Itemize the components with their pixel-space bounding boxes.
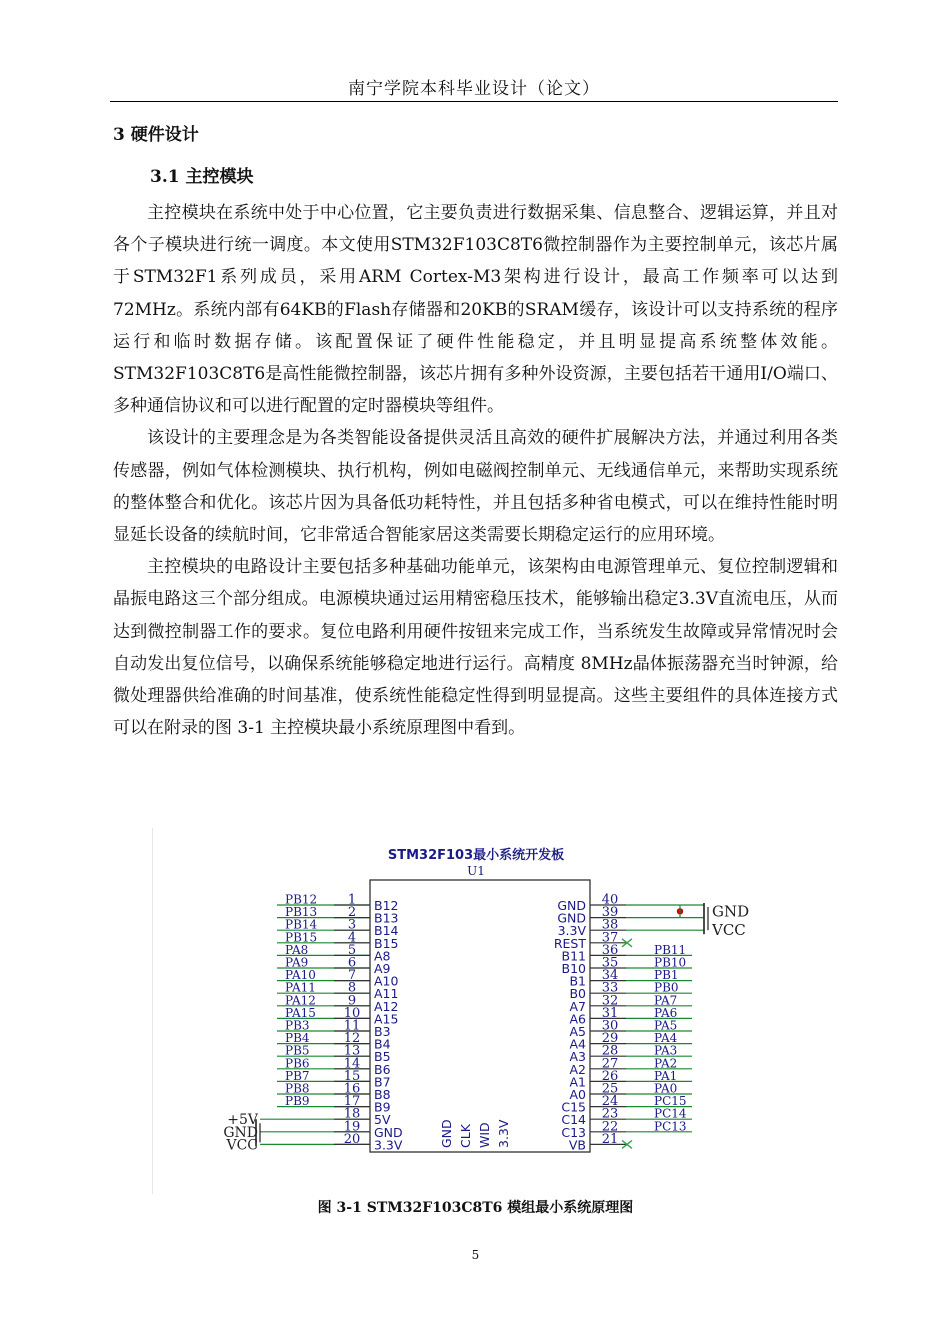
pin-number: 35 [601, 955, 619, 971]
pin-name: A9 [374, 961, 391, 976]
power-label-vcc: VCC [712, 921, 746, 940]
net-label: PA12 [285, 993, 316, 1008]
net-label: PA4 [654, 1031, 678, 1046]
bottom-pin-gnd: GND [439, 1119, 454, 1148]
body-text [113, 197, 838, 744]
bottom-pin-clk: CLK [458, 1124, 473, 1148]
net-label: PB13 [285, 905, 318, 920]
pin-number: 9 [347, 993, 357, 1009]
pin-number: 32 [601, 993, 619, 1009]
pin-number: 11 [343, 1018, 361, 1034]
net-label: PB8 [285, 1081, 310, 1096]
pin-number: 25 [601, 1081, 619, 1097]
net-label: PA11 [285, 980, 316, 995]
net-label: PA1 [654, 1068, 678, 1083]
pin-name: A12 [374, 998, 399, 1014]
power-label-gnd: GND [712, 902, 750, 921]
section-heading: 3 硬件设计 [113, 125, 199, 145]
net-label: PA6 [654, 1005, 678, 1020]
net-label: PB14 [285, 917, 318, 932]
pin-number: 13 [343, 1043, 361, 1059]
page-number: 5 [471, 1248, 480, 1262]
net-label: PB6 [285, 1056, 310, 1071]
pin-number: 26 [601, 1068, 619, 1084]
pin-name: C14 [561, 1112, 586, 1128]
header-rule [110, 101, 838, 102]
power-label-33v: VCC [226, 1137, 258, 1154]
left-power-symbols [223, 1112, 260, 1153]
schematic-figure [152, 828, 852, 1194]
pin-number: 19 [343, 1119, 361, 1135]
net-label: PA2 [654, 1056, 678, 1071]
pin-number: 22 [601, 1119, 619, 1135]
pin-number: 39 [601, 905, 619, 921]
pin-name: GND [374, 1124, 403, 1140]
net-label: PC14 [654, 1106, 687, 1121]
pin-number: 28 [601, 1043, 619, 1059]
pin-number: 6 [347, 955, 357, 971]
chip-ref: U1 [467, 864, 485, 878]
net-label: PC15 [654, 1094, 687, 1109]
pin-name: A10 [374, 973, 399, 989]
pin-name: B4 [374, 1036, 391, 1052]
right-power-symbols [677, 902, 749, 939]
pin-number: 15 [343, 1068, 361, 1084]
paragraph-1: 主控模块在系统中处于中心位置，它主要负责进行数据采集、信息整合、逻辑运算，并且对各个子模块进行统一调度。本文使用STM32F103C8T6微控制器作为主要控制单元，该芯片属于STM32F1系列成员，采用ARM Cortex-M3架构进行设计，最高工作频率可以达到72MHz。系统内部有64KB的Flash存储器和20KB的SRAM缓存，该设计可以支持系统的程序运行和临时数据存储。该配置保证了硬件性能稳定，并且明显提高系统整体效能。STM32F103C8T6是高性能微控制器，该芯片拥有多种外设资源，主要包括若干通用I/O端口、多种通信协议和可以进行配置的定时器模块等组件。 [113, 203, 838, 417]
pin-name: B3 [374, 1024, 391, 1039]
pin-number: 7 [347, 968, 357, 984]
pin-number: 2 [347, 905, 357, 921]
figure-caption: 图 3-1 STM32F103C8T6 模组最小系统原理图 [317, 1200, 634, 1216]
power-label-gnd: GND [223, 1124, 258, 1141]
pin-name: A11 [374, 986, 399, 1002]
pin-number: 1 [347, 892, 357, 908]
pin-name: B15 [374, 935, 399, 951]
pin-name: A0 [569, 1087, 586, 1102]
net-label: PA3 [654, 1043, 678, 1058]
pin-number: 8 [347, 980, 357, 996]
net-label: PB3 [285, 1018, 310, 1033]
pin-number: 38 [601, 917, 619, 933]
pin-name: B12 [374, 898, 399, 913]
pin-name: B11 [561, 948, 586, 964]
pin-name: REST [553, 935, 586, 951]
pin-number: 31 [601, 1005, 619, 1021]
pin-number: 12 [343, 1031, 361, 1047]
pin-name: B10 [561, 961, 586, 976]
pin-number: 36 [601, 942, 619, 958]
net-label: PB12 [285, 892, 318, 907]
pin-number: 33 [601, 980, 619, 996]
net-label: PA5 [654, 1018, 678, 1033]
left-pin-18 [260, 1107, 391, 1128]
pin-name: B9 [374, 1099, 391, 1115]
net-label: PB10 [654, 955, 687, 970]
schematic-diagram [152, 828, 852, 1194]
pin-number: 30 [601, 1018, 619, 1034]
net-label: PB7 [285, 1068, 310, 1083]
pin-name: VB [568, 1137, 586, 1153]
net-label: PA8 [285, 942, 309, 957]
pin-name: A1 [569, 1074, 586, 1090]
pin-name: C13 [561, 1124, 586, 1140]
page-header: 南宁学院本科毕业设计（论文） [348, 79, 600, 99]
pin-name: A2 [569, 1061, 586, 1077]
pin-number: 23 [601, 1106, 619, 1122]
pin-number: 21 [601, 1131, 619, 1147]
net-label: PA0 [654, 1081, 678, 1096]
net-label: PA7 [654, 993, 678, 1008]
pin-number: 18 [343, 1106, 361, 1122]
pin-number: 40 [601, 892, 619, 908]
pin-name: B13 [374, 910, 399, 926]
pin-name: B7 [374, 1074, 391, 1090]
net-label: PB5 [285, 1043, 310, 1058]
net-label: PB11 [654, 942, 687, 957]
pin-number: 17 [343, 1094, 361, 1110]
pin-number: 20 [343, 1131, 361, 1147]
pin-name: 5V [374, 1112, 391, 1128]
pin-name: A8 [374, 948, 391, 964]
board-title: STM32F103最小系统开发板 [387, 848, 565, 863]
pin-number: 3 [347, 917, 357, 933]
net-label: PB9 [285, 1094, 310, 1109]
pin-number: 10 [343, 1005, 361, 1021]
pin-number: 29 [601, 1031, 619, 1047]
pin-number: 37 [601, 930, 619, 946]
pin-number: 4 [347, 930, 357, 946]
pin-name: B6 [374, 1061, 391, 1077]
pin-number: 24 [601, 1094, 619, 1110]
left-pin-group [260, 893, 403, 1153]
pin-name: A3 [569, 1049, 586, 1065]
bottom-pin-group [439, 1119, 511, 1148]
pin-name: A5 [569, 1024, 586, 1039]
pin-name: GND [557, 898, 586, 913]
net-label: PC13 [654, 1119, 687, 1134]
paragraph-3: 主控模块的电路设计主要包括多种基础功能单元，该架构由电源管理单元、复位控制逻辑和晶振电路这三个部分组成。电源模块通过运用精密稳压技术，能够输出稳定3.3V直流电压，从而达到微控制器工作的要求。复位电路利用硬件按钮来完成工作，当系统发生故障或异常情况时会自动发出复位信号，以确保系统能够稳定地进行运行。高精度 8MHz晶体振荡器充当时钟源，给微处理器供给准确的时间基准，使系统性能稳定性得到明显提高。这些主要组件的具体连接方式可以在附录的图 3-1 主控模块最小系统原理图中看到。 [113, 557, 838, 739]
pin-number: 27 [601, 1056, 619, 1072]
pin-name: B5 [374, 1049, 391, 1065]
pin-name: B1 [569, 973, 586, 989]
pin-number: 16 [343, 1081, 361, 1097]
net-label: PA15 [285, 1005, 316, 1020]
net-label: PB0 [654, 980, 679, 995]
net-label: PB15 [285, 930, 318, 945]
pin-name: 3.3V [374, 1137, 403, 1153]
pin-name: GND [557, 910, 586, 926]
pin-name: B8 [374, 1087, 391, 1102]
right-pin-group [554, 893, 704, 1153]
net-label: PA9 [285, 955, 309, 970]
net-label: PB4 [285, 1031, 310, 1046]
pin-name: A4 [569, 1036, 586, 1052]
subsection-heading: 3.1 主控模块 [150, 167, 254, 187]
bottom-pin-33v: 3.3V [496, 1119, 511, 1148]
pin-name: B14 [374, 923, 399, 939]
pin-number: 34 [601, 968, 619, 984]
pin-name: 3.3V [557, 923, 586, 939]
bottom-pin-wid: WID [477, 1122, 492, 1148]
pin-number: 14 [343, 1056, 361, 1072]
net-label: PB1 [654, 968, 679, 983]
pin-name: A15 [374, 1011, 399, 1027]
pin-number: 5 [347, 942, 357, 958]
power-label-5v: +5V [227, 1112, 258, 1129]
pin-name: A7 [569, 998, 586, 1014]
paragraph-2: 该设计的主要理念是为各类智能设备提供灵活且高效的硬件扩展解决方法，并通过利用各类传感器，例如气体检测模块、执行机构，例如电磁阀控制单元、无线通信单元，来帮助实现系统的整体整合和优化。该芯片因为具备低功耗特性，并且包括多种省电模式，可以在维持性能时明显延长设备的续航时间，它非常适合智能家居这类需要长期稳定运行的应用环境。 [113, 428, 838, 546]
net-label: PA10 [285, 968, 316, 983]
pin-name: B0 [569, 986, 586, 1002]
pin-name: A6 [569, 1011, 586, 1027]
pin-name: C15 [561, 1099, 586, 1115]
